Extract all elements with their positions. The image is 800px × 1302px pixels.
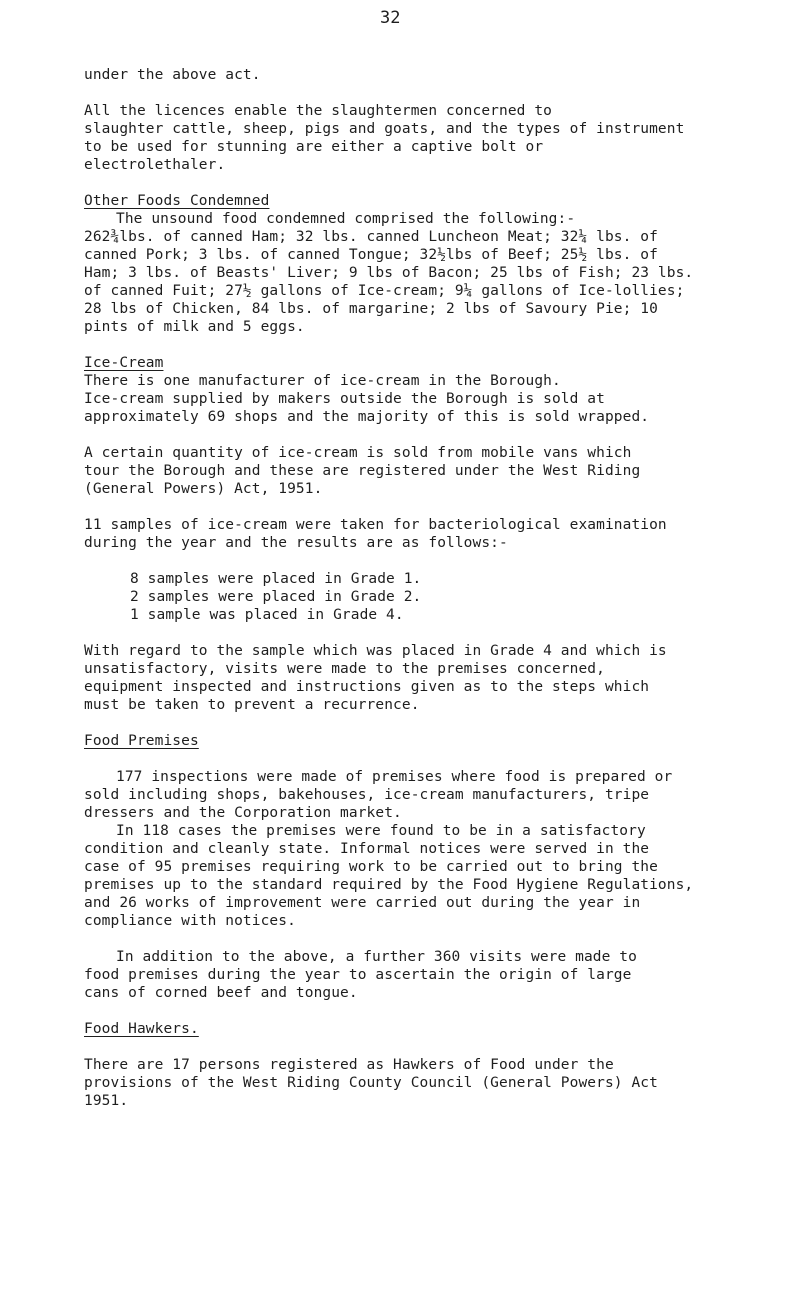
list-item: 1 sample was placed in Grade 4. [130,607,404,623]
text-line: slaughter cattle, sheep, pigs and goats, and the types of instrument [84,121,685,137]
text-line: sold including shops, bakehouses, ice-cream manufacturers, tripe [84,787,650,803]
section-heading: Other Foods Condemned [84,193,270,209]
text-line: must be taken to prevent a recurrence. [84,697,420,713]
page-number: 32 [380,8,401,28]
text-line: (General Powers) Act, 1951. [84,481,323,497]
text-line: condition and cleanly state. Informal notices were served in the [84,841,650,857]
text-line: 28 lbs of Chicken, 84 lbs. of margarine; 2 lbs of Savoury Pie; 10 [84,301,658,317]
text-line: There are 17 persons registered as Hawkers of Food under the [84,1057,614,1073]
text-line: and 26 works of improvement were carried out during the year in [84,895,641,911]
text-line: Ice-cream supplied by makers outside the Borough is sold at [84,391,605,407]
text-line: 262¾lbs. of canned Ham; 32 lbs. canned Luncheon Meat; 32¼ lbs. of [84,229,658,245]
text-line: equipment inspected and instructions given as to the steps which [84,679,650,695]
text-line: tour the Borough and these are registered under the West Riding [84,463,641,479]
section-heading: Food Hawkers. [84,1021,199,1037]
text-line: The unsound food condemned comprised the following:- [116,211,576,227]
text-line: electrolethaler. [84,157,226,173]
text-line: to be used for stunning are either a captive bolt or [84,139,544,155]
list-item: 8 samples were placed in Grade 1. [130,571,422,587]
text-line: pints of milk and 5 eggs. [84,319,305,335]
section-heading: Ice-Cream [84,355,164,371]
text-line: dressers and the Corporation market. [84,805,402,821]
text-line: 11 samples of ice-cream were taken for bacteriological examination [84,517,667,533]
text-line: provisions of the West Riding County Council (General Powers) Act [84,1075,658,1091]
text-line: during the year and the results are as follows:- [84,535,508,551]
text-line: under the above act. [84,67,261,83]
section-heading: Food Premises [84,733,199,749]
text-line: A certain quantity of ice-cream is sold from mobile vans which [84,445,632,461]
text-line: approximately 69 shops and the majority of this is sold wrapped. [84,409,650,425]
text-line: In 118 cases the premises were found to be in a satisfactory [116,823,646,839]
text-line: In addition to the above, a further 360 visits were made to [116,949,637,965]
text-line: unsatisfactory, visits were made to the premises concerned, [84,661,605,677]
text-line: cans of corned beef and tongue. [84,985,358,1001]
list-item: 2 samples were placed in Grade 2. [130,589,422,605]
text-line: canned Pork; 3 lbs. of canned Tongue; 32½lbs of Beef; 25½ lbs. of [84,247,658,263]
text-line: 1951. [84,1093,129,1109]
text-line: All the licences enable the slaughtermen concerned to [84,103,552,119]
text-line: With regard to the sample which was placed in Grade 4 and which is [84,643,667,659]
text-line: compliance with notices. [84,913,296,929]
text-line: premises up to the standard required by the Food Hygiene Regulations, [84,877,694,893]
text-line: case of 95 premises requiring work to be carried out to bring the [84,859,658,875]
text-line: food premises during the year to ascertain the origin of large [84,967,632,983]
text-line: There is one manufacturer of ice-cream in the Borough. [84,373,561,389]
text-line: 177 inspections were made of premises where food is prepared or [116,769,673,785]
text-line: Ham; 3 lbs. of Beasts' Liver; 9 lbs of Bacon; 25 lbs of Fish; 23 lbs. [84,265,694,281]
text-line: of canned Fuit; 27½ gallons of Ice-cream; 9¼ gallons of Ice-lollies; [84,283,685,299]
